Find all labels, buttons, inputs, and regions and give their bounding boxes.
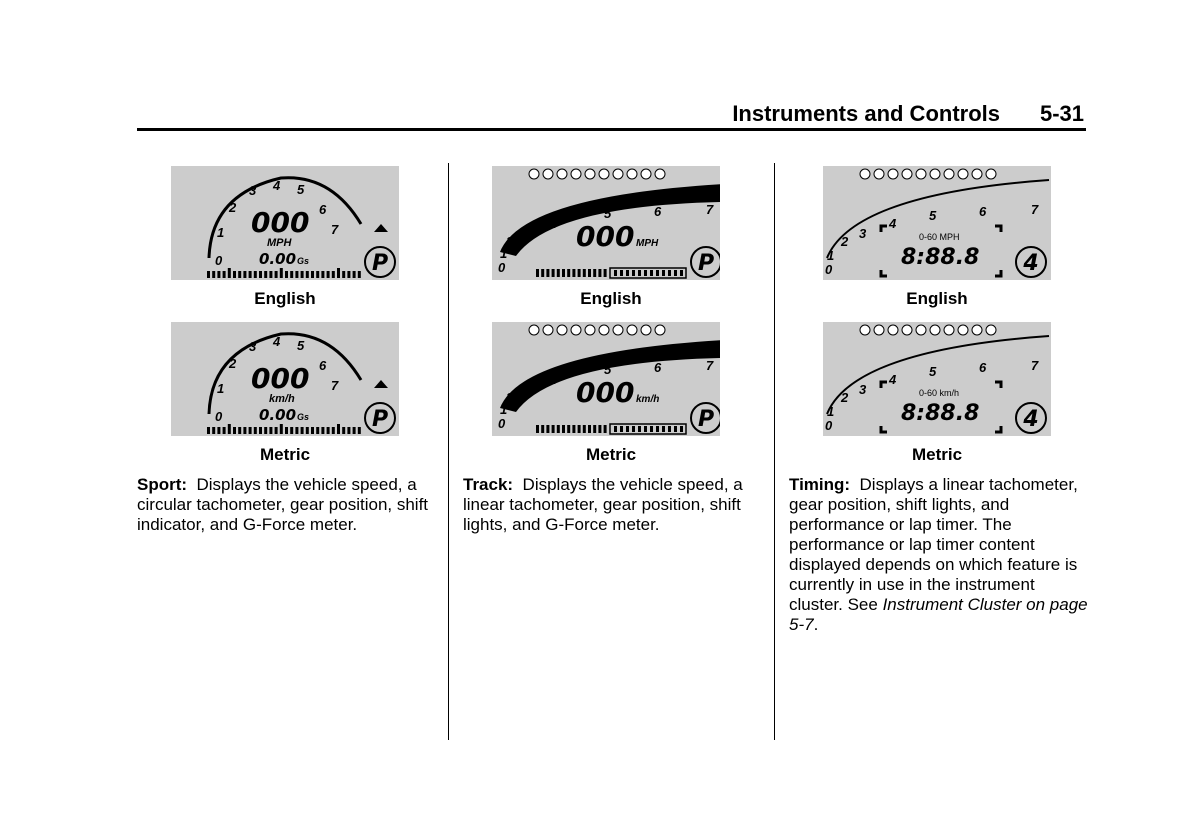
timing-gear-en: 4 <box>1023 251 1039 276</box>
tach-tick-label: 6 <box>319 202 327 217</box>
tach-tick-label: 4 <box>273 334 281 349</box>
tach-tick-label: 6 <box>654 204 662 219</box>
tach-tick-label: 4 <box>273 178 281 193</box>
tach-tick-label: 1 <box>827 248 835 263</box>
timing-display-english <box>823 166 1051 280</box>
tach-tick-label: 3 <box>249 339 257 354</box>
tach-tick-label: 6 <box>319 358 327 373</box>
tach-tick-label: 2 <box>841 390 849 405</box>
sport-unit-en: MPH <box>267 237 292 249</box>
column-divider-1 <box>448 163 449 740</box>
tach-tick-label: 2 <box>229 356 237 371</box>
tach-tick-label: 4 <box>889 372 897 387</box>
track-gear-en: P <box>697 251 715 276</box>
sport-gear-en: P <box>371 251 389 276</box>
track-unit-en: MPH <box>636 238 659 249</box>
tach-tick-label: 1 <box>217 225 225 240</box>
tach-tick-label: 5 <box>297 182 305 197</box>
track-gear-metric: P <box>697 407 715 432</box>
section-title: Instruments and Controls <box>732 101 1000 126</box>
tach-tick-label: 1 <box>500 402 508 417</box>
tach-tick-label: 0 <box>498 260 506 275</box>
cross-reference-link[interactable]: Instrument Cluster on page 5-7 <box>789 595 1088 634</box>
track-text: Displays the vehicle speed, a linear tachometer, gear position, shift lights, and G-Force meter. <box>463 475 743 534</box>
tach-tick-label: 3 <box>518 382 526 397</box>
tach-tick-label: 3 <box>859 382 867 397</box>
tach-tick-label: 3 <box>859 226 867 241</box>
tach-tick-label: 5 <box>604 206 612 221</box>
caption-timing-english: English <box>906 289 968 308</box>
page-number: 5-31 <box>1039 101 1084 126</box>
shift-lights-icon <box>529 169 665 179</box>
timing-label-metric: 0-60 km/h <box>919 388 960 398</box>
sport-unit-metric: km/h <box>269 393 295 405</box>
sport-gforce-metric: 0.00 <box>259 406 297 424</box>
sport-speed-en: 000 <box>251 206 310 239</box>
shift-indicator-icon <box>374 224 388 232</box>
timing-gear-metric: 4 <box>1023 407 1039 432</box>
tach-tick-label: 1 <box>500 246 508 261</box>
caption-track-metric: Metric <box>585 445 637 464</box>
caption-timing-metric: Metric <box>911 445 963 464</box>
gforce-meter-bar <box>207 268 361 278</box>
shift-lights-icon <box>860 325 996 335</box>
caption-sport-english: English <box>254 289 316 308</box>
tach-tick-label: 0 <box>825 262 833 277</box>
header-rule <box>137 128 1086 131</box>
tach-tick-label: 2 <box>841 234 849 249</box>
sport-gunit-en: Gs <box>297 256 310 266</box>
tach-tick-label: 1 <box>827 404 835 419</box>
track-speed-metric: 000 <box>576 376 635 409</box>
caption-track-english: English <box>580 289 642 308</box>
tach-tick-label: 7 <box>706 358 714 373</box>
shift-indicator-icon <box>374 380 388 388</box>
tach-tick-label: 2 <box>506 390 514 405</box>
timing-term: Timing: <box>789 475 851 494</box>
timing-display-metric <box>823 322 1051 436</box>
tach-tick-label: 7 <box>1031 202 1039 217</box>
track-speed-en: 000 <box>576 220 635 253</box>
tach-tick-label: 7 <box>1031 358 1039 373</box>
sport-gear-metric: P <box>371 407 389 432</box>
timing-timer-en: 8:88.8 <box>901 245 980 270</box>
sport-gforce-en: 0.00 <box>259 250 297 268</box>
timing-timer-metric: 8:88.8 <box>901 401 980 426</box>
tach-tick-label: 7 <box>331 222 339 237</box>
tach-tick-label: 5 <box>929 364 937 379</box>
gforce-meter-bar <box>207 424 361 434</box>
column-divider-2 <box>774 163 775 740</box>
tach-tick-label: 0 <box>215 409 223 424</box>
tach-tick-label: 6 <box>979 204 987 219</box>
tach-tick-label: 1 <box>217 381 225 396</box>
tach-tick-label: 7 <box>331 378 339 393</box>
tach-tick-label: 0 <box>215 253 223 268</box>
track-display-metric <box>492 322 720 436</box>
tach-tick-label: 0 <box>498 416 506 431</box>
sport-text: Displays the vehicle speed, a circular tachometer, gear position, shift indicator, and G-Force meter. <box>137 475 429 534</box>
tach-tick-label: 5 <box>604 362 612 377</box>
sport-gunit-metric: Gs <box>297 412 310 422</box>
track-unit-metric: km/h <box>636 394 660 405</box>
tach-tick-label: 4 <box>550 216 558 231</box>
timing-description <box>789 475 1089 635</box>
timing-label-en: 0-60 MPH <box>919 232 960 242</box>
sport-description <box>137 475 437 535</box>
track-description <box>463 475 763 535</box>
tach-tick-label: 7 <box>706 202 714 217</box>
tach-tick-label: 2 <box>229 200 237 215</box>
shift-lights-icon <box>860 169 996 179</box>
track-display-english <box>492 166 720 280</box>
sport-speed-metric: 000 <box>251 362 310 395</box>
tach-tick-label: 5 <box>929 208 937 223</box>
caption-sport-metric: Metric <box>259 445 311 464</box>
tach-tick-label: 3 <box>249 183 257 198</box>
tach-tick-label: 2 <box>506 234 514 249</box>
gforce-meter-bar <box>536 424 686 434</box>
track-term: Track: <box>463 475 514 494</box>
tach-tick-label: 4 <box>550 372 558 387</box>
sport-display-metric <box>171 322 399 436</box>
sport-term: Sport: <box>137 475 188 494</box>
timing-text-end: . <box>813 615 819 634</box>
shift-lights-icon <box>529 325 665 335</box>
tach-tick-label: 6 <box>979 360 987 375</box>
tach-tick-label: 0 <box>825 418 833 433</box>
gforce-meter-bar <box>536 268 686 278</box>
timing-text: Displays a linear tachometer, gear position, shift lights, and performance or lap timer. The performance or lap timer content displayed depends on which feature is currently in use in the instrument cluster. See <box>789 475 1078 614</box>
tach-tick-label: 4 <box>889 216 897 231</box>
tach-tick-label: 6 <box>654 360 662 375</box>
sport-display-english <box>171 166 399 280</box>
tach-tick-label: 5 <box>297 338 305 353</box>
tach-tick-label: 3 <box>518 226 526 241</box>
